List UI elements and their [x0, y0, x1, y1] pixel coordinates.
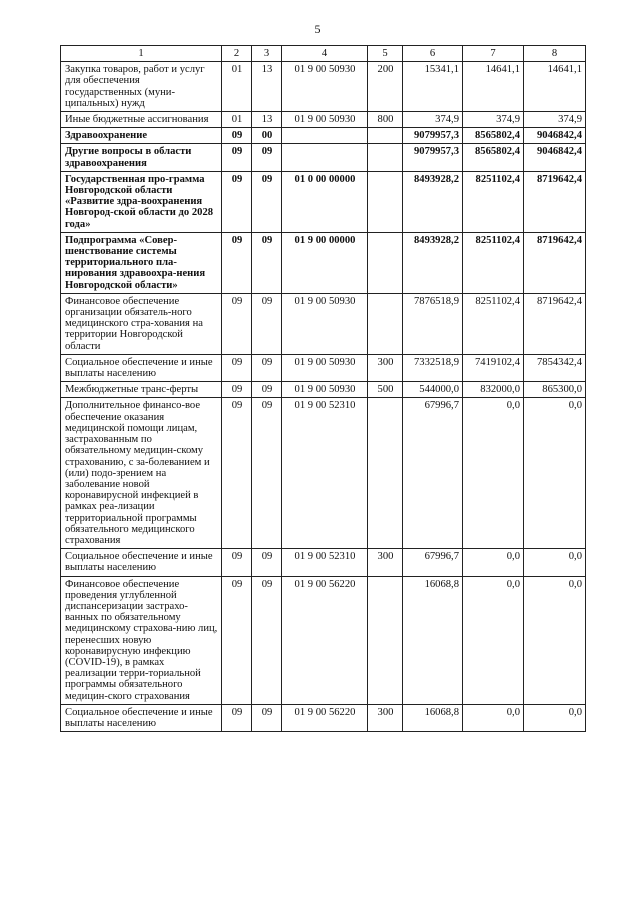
row-section-cell: 09 [222, 232, 252, 293]
row-amount-1-cell: 8493928,2 [403, 171, 463, 232]
row-section-cell: 09 [222, 354, 252, 381]
row-expense-type-cell [368, 293, 403, 354]
row-amount-2-cell: 0,0 [463, 549, 524, 576]
row-amount-2-cell: 8251102,4 [463, 232, 524, 293]
row-amount-3-cell: 8719642,4 [524, 171, 586, 232]
row-expense-type-cell [368, 171, 403, 232]
row-section-cell: 09 [222, 576, 252, 704]
row-amount-1-cell: 9079957,3 [403, 144, 463, 171]
row-section-cell: 09 [222, 382, 252, 398]
row-section-cell: 09 [222, 171, 252, 232]
row-subsection-cell: 09 [252, 144, 282, 171]
row-section-cell: 01 [222, 62, 252, 112]
row-name-cell: Межбюджетные транс-ферты [61, 382, 222, 398]
row-amount-3-cell: 0,0 [524, 398, 586, 549]
row-subsection-cell: 09 [252, 576, 282, 704]
row-subsection-cell: 09 [252, 354, 282, 381]
row-amount-1-cell: 15341,1 [403, 62, 463, 112]
table-row [61, 128, 586, 144]
row-name-cell: Финансовое обеспечение проведения углубленной диспансеризации застрахо-ванных по обязательному медицинскому страхова-нию лиц, перенесших новую коронавирусную инфекцию (COVID-19), в рамках реализации терри-ториальной программы обязательного медицин-ского страхования [61, 576, 222, 704]
table-row [61, 232, 586, 293]
header-cell: 1 [61, 46, 222, 62]
table-row [61, 62, 586, 112]
row-expense-type-cell [368, 232, 403, 293]
row-name-cell: Государственная про-грамма Новгородской области «Развитие здра-воохранения Новгород-ской области до 2028 года» [61, 171, 222, 232]
row-amount-1-cell: 67996,7 [403, 549, 463, 576]
row-amount-3-cell: 8719642,4 [524, 232, 586, 293]
header-cell: 3 [252, 46, 282, 62]
row-amount-2-cell: 374,9 [463, 112, 524, 128]
row-amount-2-cell: 14641,1 [463, 62, 524, 112]
row-amount-3-cell: 9046842,4 [524, 128, 586, 144]
row-name-cell: Социальное обеспечение и иные выплаты населению [61, 354, 222, 381]
row-amount-2-cell: 8251102,4 [463, 293, 524, 354]
row-amount-3-cell: 0,0 [524, 704, 586, 731]
row-amount-3-cell: 14641,1 [524, 62, 586, 112]
row-name-cell: Здравоохранение [61, 128, 222, 144]
row-target-article-cell: 01 9 00 56220 [282, 704, 368, 731]
row-section-cell: 01 [222, 112, 252, 128]
table-row [61, 144, 586, 171]
row-amount-3-cell: 865300,0 [524, 382, 586, 398]
row-expense-type-cell: 300 [368, 354, 403, 381]
row-subsection-cell: 09 [252, 704, 282, 731]
header-cell: 8 [524, 46, 586, 62]
row-expense-type-cell [368, 144, 403, 171]
row-expense-type-cell [368, 576, 403, 704]
row-amount-2-cell: 8251102,4 [463, 171, 524, 232]
header-cell: 2 [222, 46, 252, 62]
row-subsection-cell: 09 [252, 171, 282, 232]
row-target-article-cell: 01 9 00 50930 [282, 62, 368, 112]
row-amount-3-cell: 9046842,4 [524, 144, 586, 171]
header-cell: 5 [368, 46, 403, 62]
row-target-article-cell: 01 0 00 00000 [282, 171, 368, 232]
table-row [61, 704, 586, 731]
row-amount-3-cell: 8719642,4 [524, 293, 586, 354]
row-subsection-cell: 00 [252, 128, 282, 144]
row-subsection-cell: 09 [252, 293, 282, 354]
table-row [61, 354, 586, 381]
row-amount-3-cell: 0,0 [524, 549, 586, 576]
row-target-article-cell: 01 9 00 56220 [282, 576, 368, 704]
row-target-article-cell: 01 9 00 52310 [282, 398, 368, 549]
row-expense-type-cell: 800 [368, 112, 403, 128]
table-header-row [61, 46, 586, 62]
row-amount-1-cell: 67996,7 [403, 398, 463, 549]
row-section-cell: 09 [222, 398, 252, 549]
row-name-cell: Другие вопросы в области здравоохранения [61, 144, 222, 171]
row-target-article-cell: 01 9 00 50930 [282, 382, 368, 398]
row-expense-type-cell: 200 [368, 62, 403, 112]
row-amount-1-cell: 374,9 [403, 112, 463, 128]
row-section-cell: 09 [222, 128, 252, 144]
row-expense-type-cell: 300 [368, 704, 403, 731]
row-name-cell: Социальное обеспечение и иные выплаты населению [61, 549, 222, 576]
table-row [61, 549, 586, 576]
table-row [61, 398, 586, 549]
row-amount-2-cell: 8565802,4 [463, 144, 524, 171]
row-name-cell: Социальное обеспечение и иные выплаты населению [61, 704, 222, 731]
row-name-cell: Дополнительное финансо-вое обеспечение оказания медицинской помощи лицам, застрахованным по обязательному медицин-скому страхованию, с за-болеванием и (или) подо-зрением на заболевание новой коронавирусной инфекцией в рамках реа-лизации территориальной программы обязательного медицинского страхования [61, 398, 222, 549]
row-expense-type-cell: 500 [368, 382, 403, 398]
row-amount-3-cell: 7854342,4 [524, 354, 586, 381]
row-target-article-cell: 01 9 00 50930 [282, 112, 368, 128]
row-target-article-cell: 01 9 00 52310 [282, 549, 368, 576]
table-row [61, 576, 586, 704]
row-name-cell: Иные бюджетные ассигнования [61, 112, 222, 128]
table-row [61, 112, 586, 128]
row-amount-2-cell: 8565802,4 [463, 128, 524, 144]
row-amount-2-cell: 0,0 [463, 398, 524, 549]
row-name-cell: Подпрограмма «Совер-шенствование системы территориального пла-нирования здравоохра-нения Новгородской области» [61, 232, 222, 293]
row-amount-3-cell: 0,0 [524, 576, 586, 704]
table-row [61, 171, 586, 232]
row-subsection-cell: 09 [252, 398, 282, 549]
header-cell: 4 [282, 46, 368, 62]
row-target-article-cell [282, 128, 368, 144]
row-expense-type-cell [368, 128, 403, 144]
row-section-cell: 09 [222, 549, 252, 576]
row-subsection-cell: 13 [252, 62, 282, 112]
row-amount-1-cell: 7876518,9 [403, 293, 463, 354]
row-target-article-cell: 01 9 00 50930 [282, 293, 368, 354]
row-target-article-cell: 01 9 00 50930 [282, 354, 368, 381]
row-target-article-cell [282, 144, 368, 171]
table-row [61, 382, 586, 398]
row-amount-1-cell: 7332518,9 [403, 354, 463, 381]
row-name-cell: Финансовое обеспечение организации обязатель-ного медицинского стра-хования на территории Новгородской области [61, 293, 222, 354]
row-section-cell: 09 [222, 704, 252, 731]
row-subsection-cell: 09 [252, 382, 282, 398]
row-section-cell: 09 [222, 293, 252, 354]
row-amount-2-cell: 7419102,4 [463, 354, 524, 381]
header-cell: 6 [403, 46, 463, 62]
row-amount-3-cell: 374,9 [524, 112, 586, 128]
row-subsection-cell: 09 [252, 549, 282, 576]
row-amount-2-cell: 832000,0 [463, 382, 524, 398]
row-expense-type-cell [368, 398, 403, 549]
row-subsection-cell: 09 [252, 232, 282, 293]
row-amount-1-cell: 16068,8 [403, 704, 463, 731]
row-amount-1-cell: 16068,8 [403, 576, 463, 704]
row-name-cell: Закупка товаров, работ и услуг для обеспечения государственных (муни-ципальных) нужд [61, 62, 222, 112]
row-amount-1-cell: 9079957,3 [403, 128, 463, 144]
row-amount-1-cell: 8493928,2 [403, 232, 463, 293]
page-number: 5 [314, 22, 321, 36]
row-amount-2-cell: 0,0 [463, 576, 524, 704]
row-amount-1-cell: 544000,0 [403, 382, 463, 398]
table-row [61, 293, 586, 354]
row-amount-2-cell: 0,0 [463, 704, 524, 731]
row-subsection-cell: 13 [252, 112, 282, 128]
row-target-article-cell: 01 9 00 00000 [282, 232, 368, 293]
row-section-cell: 09 [222, 144, 252, 171]
budget-table [60, 45, 586, 732]
header-cell: 7 [463, 46, 524, 62]
row-expense-type-cell: 300 [368, 549, 403, 576]
